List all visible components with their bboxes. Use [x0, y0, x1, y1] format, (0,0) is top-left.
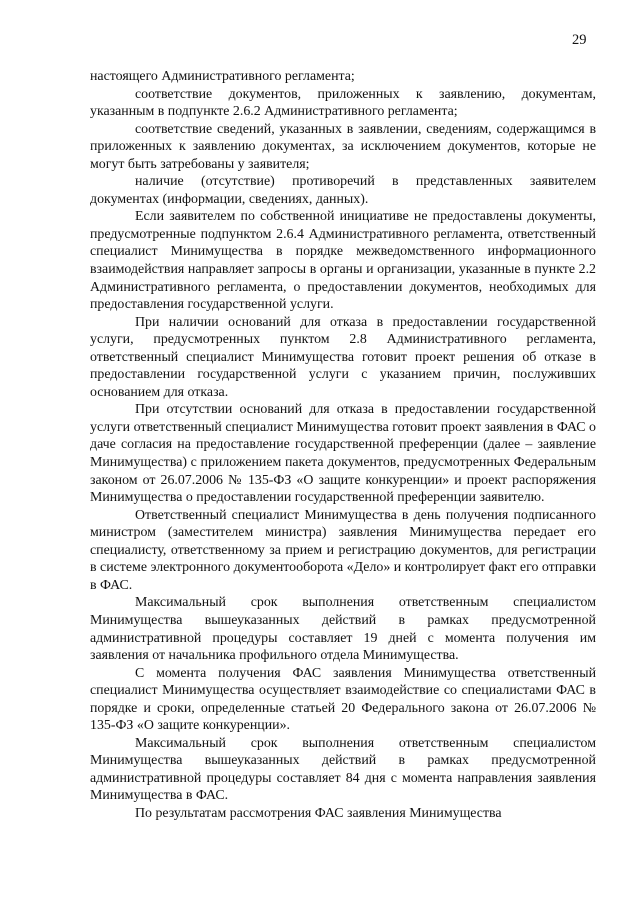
paragraph-deadline-19-days: Максимальный срок выполнения ответственным специалистом Минимущества вышеуказанных действий в рамках предусмотренной административной процедуры составляет 19 дней с момента получения им заявления от начальника профильного отдела Минимущества.	[90, 595, 596, 664]
paragraph-refusal-grounds: При наличии оснований для отказа в предоставлении государственной услуги, предусмотренных пунктом 2.8 Административного регламента, ответственный специалист Минимущества готовит проект решения об отказе в предоставлении государственной услуги с указанием причин, послуживших основанием для отказа.	[90, 314, 596, 400]
paragraph-documents-match: соответствие документов, приложенных к заявлению, документам, указанным в подпункте 2.6.2 Административного регламента;	[90, 86, 596, 120]
paragraph-review-results: По результатам рассмотрения ФАС заявления Минимущества	[135, 805, 502, 821]
paragraph-information-match: соответствие сведений, указанных в заявлении, сведениям, содержащимся в приложенных к заявлению документах, за исключением документов, которые не могут быть затребованы у заявителя;	[90, 121, 596, 172]
paragraph-deadline-84-days: Максимальный срок выполнения ответственным специалистом Минимущества вышеуказанных действий в рамках предусмотренной административной процедуры составляет 84 дня с момента направления заявления Минимущества в ФАС.	[90, 735, 596, 804]
paragraph-interagency-requests: Если заявителем по собственной инициативе не предоставлены документы, предусмотренные подпунктом 2.6.4 Административного регламента, ответственный специалист Минимущества в порядке межведомственного информационного взаимодействия направляет запросы в органы и организации, указанные в пункте 2.2 Административного регламента, о предоставлении документов, необходимых для предоставления государственной услуги.	[90, 209, 596, 313]
page-number: 29	[572, 32, 587, 48]
paragraph-continuation: настоящего Административного регламента;	[90, 69, 355, 84]
paragraph-contradictions: наличие (отсутствие) противоречий в представленных заявителем документах (информации, сведениях, данных).	[90, 174, 596, 207]
document-body	[90, 68, 596, 823]
paragraph-fas-interaction: С момента получения ФАС заявления Минимущества ответственный специалист Минимущества осуществляет взаимодействие со специалистами ФАС в порядке и сроки, определенные статьей 20 Федерального закона от 26.07.2006 № 135-ФЗ «О защите конкуренции».	[90, 665, 596, 734]
paragraph-fas-application: При отсутствии оснований для отказа в предоставлении государственной услуги ответственный специалист Минимущества готовит проект заявления в ФАС о даче согласия на предоставление государственной преференции (далее – заявление Минимущества) с приложением пакета документов, предусмотренных Федеральным законом от 26.07.2006 № 135-ФЗ «О защите конкуренции» и проект распоряжения Минимущества о предоставлении государственной преференции заявителю.	[90, 402, 596, 506]
paragraph-registration: Ответственный специалист Минимущества в день получения подписанного министром (заместителем министра) заявления Минимущества передает его специалисту, ответственному за прием и регистрацию документов, для регистрации в системе электронного документооборота «Дело» и контролирует факт его отправки в ФАС.	[90, 507, 596, 593]
